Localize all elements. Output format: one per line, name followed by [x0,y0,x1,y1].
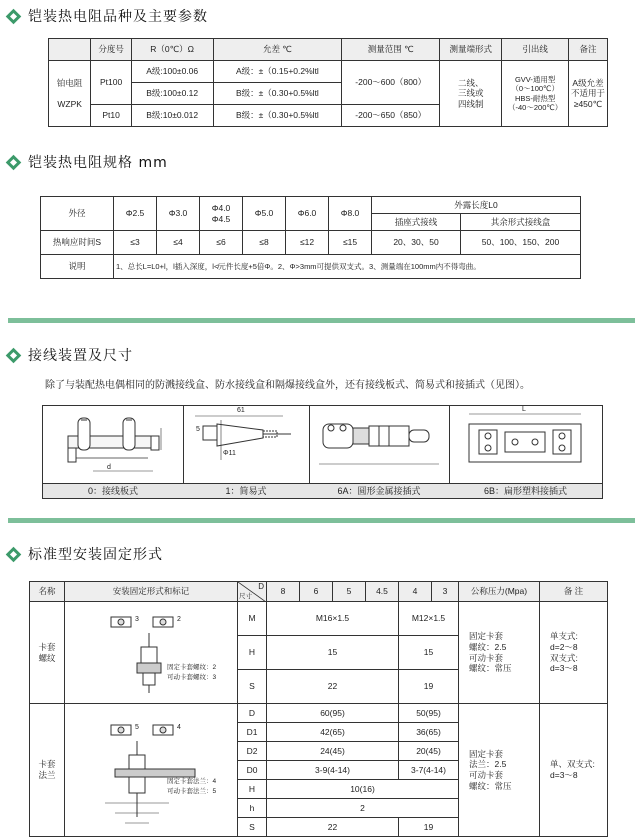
section-divider [8,318,635,323]
ferrule-flange-drawing: 5 4 固定卡套法兰：4 可动卡套法兰：5 [65,704,238,837]
diamond-bullet-icon [8,157,19,168]
sensor-name: 铂电阻 WZPK [49,61,91,127]
round-metal-plug-drawing [309,406,449,484]
flat-plastic-plug-drawing [449,406,602,484]
note: A级允差 不适用于 ≥450℃ [568,61,607,127]
section-divider [8,518,635,523]
parameters-table: 分度号 R（0℃）Ω 允差 ℃ 测量范围 ℃ 测量端形式 引出线 备注 铂电阻 WZPK Pt100 A级:100±0.06 A级：±（0.15+0.2%ltl -200～600（800） 二线、 三线或 四线制 GVV-通用型 （0～100℃） HBS-耐热型 （-40～200℃） A级允差 不适用于 ≥450℃ B级:100±0.12 B级：±（0.30+0.5%ltl Pt10 B级:10±0.012 B级：±（0.30+0.5%ltl -200～650（850） [48,38,608,127]
figure-round-metal: 6A：圆形金属接插式 [309,406,450,498]
group2-name: 卡套 法兰 [30,704,65,837]
simple-connector-drawing [183,406,309,484]
figure-simple: 61 5 Φ11 1：简易式 [183,406,310,498]
diamond-bullet-icon [8,11,19,22]
section-title-wiring: 接线装置及尺寸 [8,345,133,365]
group1-note: 单支式: d=2～8 双支式: d=3～8 [540,602,608,704]
group2-note: 单、双支式: d=3～8 [540,704,608,837]
od-4045: Φ4.0 Φ4.5 [200,197,243,231]
ferrule-thread-drawing: 3 2 固定卡套螺纹：2 可动卡套螺纹：3 [65,602,238,704]
section-title-specs: 铠装热电阻规格 mm [8,152,168,172]
group1-pressure: 固定卡套 螺纹：2.5 可动卡套 螺纹：常压 [459,602,540,704]
section-title-install: 标准型安装固定形式 [8,544,163,564]
group2-pressure: 固定卡套 法兰：2.5 可动卡套 螺纹：常压 [459,704,540,837]
diamond-bullet-icon [8,350,19,361]
group1-name: 卡套 螺纹 [30,602,65,704]
wiring-figures [42,405,603,499]
wiring-description: 除了与装配热电偶相同的防溅接线盒、防水接线盒和隔爆接线盒外，还有接线板式、简易式和接插式（见图）。 [45,380,530,391]
specs-table: 外径 Φ2.5 Φ3.0 Φ4.0 Φ4.5 Φ5.0 Φ6.0 Φ8.0 外露长度L0 插座式接线 其余形式接线盒 热响应时间S ≤3 ≤4 ≤6 ≤8 ≤12 ≤15 20、30、50 50、100、150、200 说明 1、总长L=L0+l，l插入深度，l≮元件长度+5倍Φ。2、Φ>3mm可提供双支式。3、测量端在100mm内不得弯曲。 [40,196,581,279]
figure-terminal-board: d 0：接线板式 [43,406,184,498]
figure-flat-plastic: L 6B：扁形塑料接插式 [449,406,602,498]
section-title-varieties: 铠装热电阻品种及主要参数 [8,6,208,26]
terminal-board-drawing [43,406,183,484]
install-table: 名称 安装固定形式和标记 D 尺寸 8 6 5 4.5 4 3 公称压力(Mpa) 备 注 卡套 螺纹 3 2 固定卡套螺纹：2 可动卡套螺纹：3 M M16×1.5 M12×1.5 固定卡套 螺纹：2.5 可动卡套 螺纹：常压 单支式: d=2～8 双支式: d=3～8 H 15 15 S 22 19 卡套 法兰 5 4 固定卡套法兰：4 可动卡套法兰：5 D 60(95) 50(95) 固定卡套 法兰：2.5 可动卡套 螺纹：常压 单、双支式: d=3～8 D1 42(65) 36(65) D2 24(45) 20(45) D0 3-9(4-14) 3-7(4-14) H 10(16) h 2 S 22 19 [29,581,608,837]
lead-wire: GVV-通用型 （0～100℃） HBS-耐热型 （-40～200℃） [502,61,569,127]
end-form: 二线、 三线或 四线制 [440,61,502,127]
diamond-bullet-icon [8,549,19,560]
d-size-header: D 尺寸 [238,582,267,602]
